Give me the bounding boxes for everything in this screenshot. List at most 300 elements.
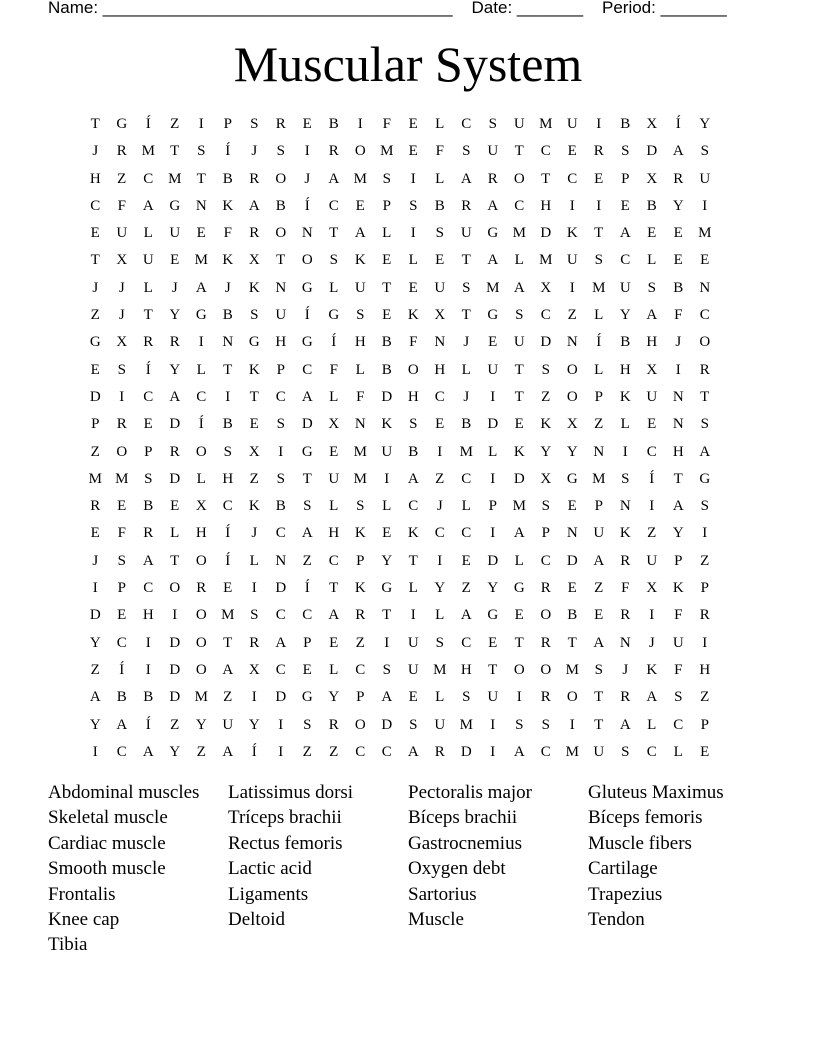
grid-letter: N: [301, 225, 313, 242]
grid-letter: E: [117, 607, 127, 624]
grid-letter: C: [275, 525, 286, 542]
grid-letter: S: [621, 143, 630, 160]
grid-letter: G: [116, 116, 128, 132]
grid-letter: T: [461, 307, 471, 324]
grid-letter: D: [169, 634, 181, 651]
grid-letter: I: [92, 743, 98, 760]
grid-letter: T: [514, 388, 524, 405]
grid-letter: M: [433, 661, 447, 678]
grid-letter: L: [249, 552, 259, 569]
grid-letter: S: [700, 143, 709, 160]
grid-letter: T: [594, 689, 604, 706]
grid-letter: U: [487, 361, 499, 378]
grid-letter: S: [488, 116, 497, 132]
grid-letter: L: [435, 689, 445, 706]
grid-letter: S: [382, 661, 391, 678]
grid-letter: G: [301, 689, 313, 706]
grid-letter: M: [459, 443, 473, 460]
grid-letter: N: [275, 279, 287, 296]
grid-letter: K: [248, 498, 260, 515]
grid-letter: J: [622, 661, 629, 678]
grid-letter: P: [382, 197, 391, 214]
word-bank-item: Frontalis: [48, 883, 116, 905]
grid-letter: H: [89, 170, 101, 187]
grid-letter: C: [355, 743, 366, 760]
grid-letter: R: [196, 580, 207, 597]
grid-letter: D: [540, 334, 552, 351]
grid-row: [82, 302, 718, 329]
grid-letter: B: [275, 498, 286, 515]
grid-letter: X: [540, 279, 552, 296]
grid-letter: L: [620, 416, 630, 433]
grid-letter: U: [142, 252, 154, 269]
grid-letter: A: [301, 388, 313, 405]
grid-letter: G: [301, 443, 313, 460]
word-bank-item: Oxygen debt: [408, 858, 506, 880]
grid-letter: S: [250, 116, 259, 132]
grid-letter: T: [90, 116, 100, 132]
grid-letter: I: [278, 743, 284, 760]
grid-letter: I: [516, 689, 522, 706]
grid-letter: F: [674, 307, 683, 324]
grid-letter: A: [619, 716, 631, 733]
grid-letter: C: [699, 307, 710, 324]
grid-letter: R: [116, 143, 127, 160]
grid-letter: R: [620, 689, 631, 706]
grid-letter: S: [674, 689, 683, 706]
grid-row: [82, 548, 718, 575]
word-bank-item: Bíceps femoris: [588, 807, 703, 829]
grid-letter: T: [514, 361, 524, 378]
grid-letter: S: [700, 416, 709, 433]
grid-letter: Y: [169, 307, 181, 324]
grid-letter: Y: [169, 361, 181, 378]
grid-letter: M: [592, 470, 606, 487]
grid-letter: D: [646, 143, 658, 160]
grid-letter: E: [90, 361, 100, 378]
grid-letter: S: [594, 661, 603, 678]
grid-letter: A: [646, 689, 658, 706]
grid-letter: U: [169, 225, 181, 242]
grid-letter: R: [249, 170, 260, 187]
grid-letter: R: [620, 552, 631, 569]
grid-letter: T: [567, 634, 577, 651]
grid-letter: T: [408, 552, 418, 569]
grid-letter: R: [275, 116, 286, 132]
grid-letter: X: [646, 580, 658, 597]
grid-letter: B: [222, 170, 233, 187]
grid-letter: K: [407, 525, 419, 542]
grid-letter: C: [302, 607, 313, 624]
grid-letter: Y: [434, 580, 446, 597]
word-bank-item: Smooth muscle: [48, 858, 166, 880]
grid-letter: O: [407, 361, 419, 378]
grid-letter: K: [222, 252, 234, 269]
grid-letter: L: [329, 388, 339, 405]
grid-letter: P: [488, 498, 497, 515]
grid-letter: D: [513, 470, 525, 487]
grid-letter: O: [195, 634, 207, 651]
grid-letter: T: [223, 634, 233, 651]
grid-letter: D: [169, 661, 181, 678]
grid-letter: T: [170, 552, 180, 569]
grid-letter: T: [196, 170, 206, 187]
grid-letter: K: [248, 361, 260, 378]
grid-row: [82, 575, 718, 602]
grid-letter: U: [646, 388, 658, 405]
word-bank-item: Tendon: [588, 908, 645, 930]
grid-letter: Í: [145, 716, 151, 733]
grid-letter: R: [540, 580, 551, 597]
grid-letter: C: [461, 525, 472, 542]
grid-letter: E: [249, 416, 259, 433]
grid-letter: E: [408, 279, 418, 296]
grid-letter: Í: [198, 416, 204, 433]
grid-letter: H: [540, 197, 552, 214]
grid-row: [82, 357, 718, 384]
grid-letter: C: [540, 552, 551, 569]
grid-letter: Z: [567, 307, 577, 324]
grid-letter: C: [461, 116, 472, 132]
grid-letter: L: [355, 361, 365, 378]
word-search-grid: [82, 111, 718, 766]
grid-letter: I: [490, 470, 496, 487]
grid-letter: C: [620, 252, 631, 269]
grid-letter: P: [356, 689, 365, 706]
word-bank-item: Sartorius: [408, 883, 477, 905]
word-bank-item: Trapezius: [588, 883, 663, 905]
grid-letter: P: [303, 634, 312, 651]
grid-letter: E: [700, 743, 710, 760]
grid-letter: Z: [196, 743, 206, 760]
grid-letter: S: [621, 743, 630, 760]
grid-letter: A: [672, 498, 684, 515]
grid-letter: O: [540, 607, 552, 624]
grid-letter: O: [566, 388, 578, 405]
grid-letter: I: [649, 498, 655, 515]
grid-letter: U: [487, 143, 499, 160]
word-bank-item: Abdominal muscles: [48, 782, 200, 803]
grid-letter: X: [566, 416, 578, 433]
grid-letter: E: [700, 252, 710, 269]
grid-letter: I: [569, 197, 575, 214]
grid-row: [82, 275, 718, 302]
grid-letter: U: [381, 443, 393, 460]
grid-letter: N: [275, 552, 287, 569]
grid-letter: A: [646, 307, 658, 324]
grid-letter: B: [461, 416, 472, 433]
grid-letter: E: [514, 607, 524, 624]
grid-letter: O: [566, 361, 578, 378]
grid-letter: P: [594, 498, 603, 515]
grid-letter: J: [675, 334, 682, 351]
grid-letter: R: [169, 334, 180, 351]
grid-letter: X: [434, 307, 446, 324]
grid-letter: K: [222, 197, 234, 214]
grid-letter: K: [407, 307, 419, 324]
grid-letter: S: [541, 716, 550, 733]
grid-letter: U: [434, 716, 446, 733]
grid-letter: G: [381, 580, 393, 597]
grid-letter: R: [434, 743, 445, 760]
grid-row: [82, 493, 718, 520]
grid-letter: E: [143, 416, 153, 433]
grid-letter: Y: [195, 716, 207, 733]
grid-letter: A: [301, 525, 313, 542]
grid-letter: N: [619, 498, 631, 515]
grid-letter: P: [223, 116, 232, 132]
grid-letter: Y: [540, 443, 552, 460]
grid-letter: F: [223, 225, 232, 242]
grid-letter: S: [541, 498, 550, 515]
grid-letter: I: [437, 443, 443, 460]
grid-letter: S: [276, 143, 285, 160]
grid-letter: P: [144, 443, 153, 460]
grid-letter: L: [143, 279, 153, 296]
grid-letter: O: [195, 607, 207, 624]
grid-letter: A: [593, 634, 605, 651]
grid-letter: J: [436, 498, 443, 515]
grid-letter: Y: [487, 580, 499, 597]
grid-letter: S: [144, 470, 153, 487]
grid-letter: Z: [594, 580, 604, 597]
grid-letter: O: [275, 170, 287, 187]
grid-letter: M: [539, 116, 553, 132]
grid-letter: I: [702, 525, 708, 542]
grid-letter: Y: [248, 716, 260, 733]
grid-letter: I: [702, 197, 708, 214]
word-bank-item: Latissimus dorsi: [228, 782, 354, 803]
grid-letter: M: [565, 661, 579, 678]
grid-letter: I: [384, 634, 390, 651]
grid-letter: I: [278, 716, 284, 733]
grid-letter: E: [170, 498, 180, 515]
grid-letter: M: [88, 470, 102, 487]
grid-letter: M: [486, 279, 500, 296]
grid-letter: O: [354, 143, 366, 160]
grid-letter: A: [116, 716, 128, 733]
grid-letter: U: [487, 689, 499, 706]
grid-letter: T: [461, 252, 471, 269]
grid-letter: G: [89, 334, 101, 351]
grid-letter: T: [514, 143, 524, 160]
grid-letter: Z: [249, 470, 259, 487]
grid-letter: I: [569, 279, 575, 296]
grid-letter: C: [408, 498, 419, 515]
grid-letter: U: [275, 307, 287, 324]
grid-letter: O: [116, 443, 128, 460]
grid-letter: S: [435, 634, 444, 651]
grid-letter: S: [409, 716, 418, 733]
grid-letter: D: [381, 716, 393, 733]
grid-letter: Z: [647, 525, 657, 542]
grid-letter: C: [514, 197, 525, 214]
word-bank-item: Tibia: [48, 934, 88, 956]
grid-letter: E: [90, 225, 100, 242]
grid-letter: G: [699, 470, 711, 487]
grid-letter: A: [142, 197, 154, 214]
grid-letter: I: [172, 607, 178, 624]
grid-letter: R: [699, 607, 710, 624]
grid-letter: N: [619, 634, 631, 651]
grid-letter: P: [276, 361, 285, 378]
grid-letter: Í: [145, 116, 151, 132]
grid-letter: L: [435, 170, 445, 187]
grid-letter: T: [90, 252, 100, 269]
grid-letter: E: [673, 252, 683, 269]
grid-letter: K: [540, 416, 552, 433]
grid-letter: T: [594, 716, 604, 733]
grid-letter: F: [117, 525, 126, 542]
grid-letter: Í: [225, 143, 231, 160]
grid-letter: I: [410, 225, 416, 242]
grid-letter: X: [195, 498, 207, 515]
grid-letter: U: [699, 170, 711, 187]
grid-letter: T: [143, 307, 153, 324]
grid-letter: E: [461, 552, 471, 569]
grid-letter: E: [382, 307, 392, 324]
grid-letter: C: [673, 716, 684, 733]
grid-letter: A: [142, 743, 154, 760]
grid-letter: Z: [302, 552, 312, 569]
grid-letter: R: [620, 607, 631, 624]
grid-letter: E: [329, 443, 339, 460]
word-bank-item: Rectus femoris: [228, 832, 343, 854]
grid-letter: M: [141, 143, 155, 160]
grid-letter: C: [461, 470, 472, 487]
grid-letter: X: [646, 116, 658, 132]
grid-letter: Í: [304, 197, 310, 214]
grid-letter: Z: [435, 470, 445, 487]
grid-letter: G: [195, 307, 207, 324]
grid-letter: R: [143, 334, 154, 351]
grid-letter: G: [248, 334, 260, 351]
grid-letter: Z: [117, 170, 127, 187]
grid-letter: A: [354, 225, 366, 242]
grid-letter: E: [382, 252, 392, 269]
grid-letter: Z: [355, 634, 365, 651]
grid-letter: O: [354, 716, 366, 733]
grid-letter: P: [91, 416, 100, 433]
grid-letter: B: [434, 197, 445, 214]
grid-letter: Z: [90, 307, 100, 324]
grid-letter: S: [250, 307, 259, 324]
grid-letter: H: [672, 443, 684, 460]
grid-letter: B: [143, 689, 154, 706]
grid-letter: S: [117, 552, 126, 569]
grid-letter: C: [381, 743, 392, 760]
grid-row: [82, 630, 718, 657]
grid-letter: C: [540, 307, 551, 324]
grid-letter: C: [302, 361, 313, 378]
grid-letter: Y: [699, 116, 711, 132]
grid-letter: I: [569, 716, 575, 733]
grid-letter: R: [143, 525, 154, 542]
grid-letter: R: [461, 197, 472, 214]
grid-letter: D: [89, 388, 101, 405]
grid-letter: J: [92, 552, 99, 569]
grid-letter: B: [646, 197, 657, 214]
word-bank-item: Bíceps brachii: [408, 807, 518, 829]
grid-letter: H: [646, 334, 658, 351]
grid-letter: Y: [619, 307, 631, 324]
grid-letter: A: [142, 552, 154, 569]
grid-letter: Y: [381, 552, 393, 569]
grid-row: [82, 466, 718, 493]
grid-letter: E: [647, 416, 657, 433]
grid-letter: G: [487, 607, 499, 624]
grid-letter: N: [672, 416, 684, 433]
word-bank: [48, 780, 768, 958]
grid-letter: U: [434, 279, 446, 296]
grid-letter: L: [488, 443, 498, 460]
grid-letter: M: [512, 498, 526, 515]
grid-letter: E: [117, 498, 127, 515]
word-bank-item: Lactic acid: [228, 858, 312, 880]
grid-letter: E: [567, 580, 577, 597]
grid-letter: J: [648, 634, 655, 651]
grid-letter: A: [89, 689, 101, 706]
grid-letter: B: [620, 334, 631, 351]
grid-letter: H: [699, 661, 711, 678]
grid-letter: S: [594, 252, 603, 269]
grid-letter: U: [407, 634, 419, 651]
grid-letter: B: [381, 361, 392, 378]
grid-letter: U: [672, 634, 684, 651]
grid-letter: C: [90, 197, 101, 214]
grid-letter: X: [248, 252, 260, 269]
grid-letter: I: [198, 116, 204, 132]
grid-letter: L: [170, 525, 180, 542]
grid-letter: I: [357, 116, 363, 132]
grid-letter: H: [328, 525, 340, 542]
grid-letter: A: [487, 197, 499, 214]
grid-letter: J: [171, 279, 178, 296]
grid-letter: C: [646, 743, 657, 760]
grid-letter: Z: [541, 388, 551, 405]
grid-letter: I: [596, 197, 602, 214]
grid-letter: R: [249, 225, 260, 242]
grid-letter: E: [355, 197, 365, 214]
grid-letter: R: [699, 361, 710, 378]
grid-letter: S: [117, 361, 126, 378]
grid-letter: J: [463, 388, 470, 405]
grid-letter: L: [647, 252, 657, 269]
name-field-label: Name: _____________________________________: [48, 0, 453, 17]
grid-letter: Í: [649, 470, 655, 487]
word-bank-item: Gluteus Maximus: [588, 782, 724, 803]
grid-letter: M: [194, 252, 208, 269]
grid-letter: O: [275, 225, 287, 242]
grid-letter: T: [249, 388, 259, 405]
grid-letter: I: [596, 116, 602, 132]
grid-letter: I: [384, 470, 390, 487]
word-bank-item: Ligaments: [228, 883, 309, 905]
grid-letter: H: [407, 388, 419, 405]
grid-letter: L: [461, 361, 471, 378]
grid-letter: S: [435, 225, 444, 242]
grid-letter: J: [92, 279, 99, 296]
word-bank-item: Skeletal muscle: [48, 807, 168, 829]
grid-letter: D: [566, 552, 578, 569]
grid-letter: U: [460, 225, 472, 242]
grid-letter: E: [673, 225, 683, 242]
grid-letter: H: [275, 334, 287, 351]
grid-letter: D: [89, 607, 101, 624]
grid-letter: C: [540, 743, 551, 760]
grid-letter: U: [222, 716, 234, 733]
grid-row: [82, 193, 718, 220]
